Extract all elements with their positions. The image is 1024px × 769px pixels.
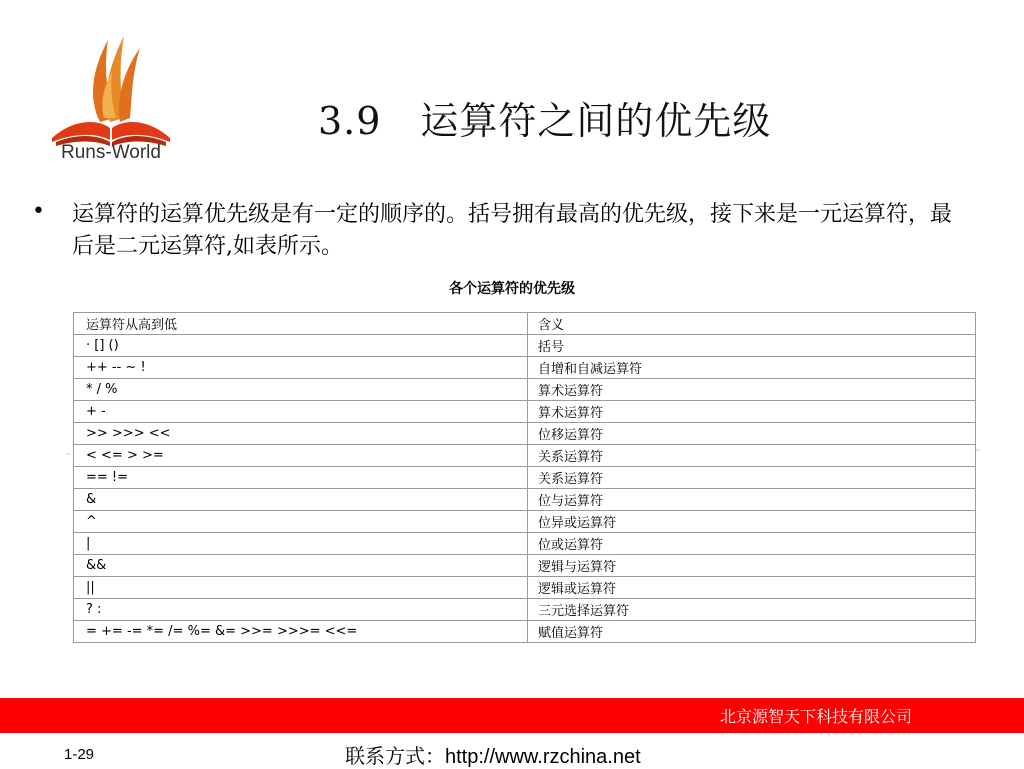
meaning-cell: 关系运算符 [528, 467, 976, 489]
header-operators: 运算符从高到低 [74, 313, 528, 335]
operator-cell: || [74, 577, 528, 599]
bullet-marker: • [32, 199, 45, 224]
logo-text: Runs-World [61, 142, 161, 163]
meaning-cell: 三元选择运算符 [528, 599, 976, 621]
operator-cell: ? : [74, 599, 528, 621]
meaning-cell: 括号 [528, 335, 976, 357]
operator-cell: · [] () [74, 335, 528, 357]
contact-info [345, 740, 641, 769]
table-row [74, 401, 976, 423]
table-row [74, 467, 976, 489]
table-row [74, 599, 976, 621]
meaning-cell: 算术运算符 [528, 401, 976, 423]
table-caption: 各个运算符的优先级 [449, 281, 575, 297]
operator-cell: == != [74, 467, 528, 489]
operator-precedence-table [73, 312, 976, 643]
company-name: 北京源智天下科技有限公司 [719, 707, 912, 726]
meaning-cell: 位异或运算符 [528, 511, 976, 533]
contact-url[interactable]: http://www.rzchina.net [445, 746, 641, 768]
operator-cell: | [74, 533, 528, 555]
operator-cell: < <= > >= [74, 445, 528, 467]
operator-cell: ++ -- ~ ! [74, 357, 528, 379]
table-edge-mark-right: ·· [975, 446, 981, 455]
flame-book-icon [48, 18, 174, 148]
contact-label: 联系方式： [345, 744, 445, 768]
table-row [74, 357, 976, 379]
operator-cell: ^ [74, 511, 528, 533]
slide-title: 3.9 运算符之间的优先级 [318, 99, 772, 143]
table-header-row [74, 313, 976, 335]
meaning-cell: 算术运算符 [528, 379, 976, 401]
table-row [74, 577, 976, 599]
footer-band [0, 698, 1024, 733]
table-edge-mark-left: ·· [66, 450, 72, 459]
meaning-cell: 关系运算符 [528, 445, 976, 467]
operator-cell: >> >>> << [74, 423, 528, 445]
meaning-cell: 自增和自减运算符 [528, 357, 976, 379]
page-number: 1-29 [64, 746, 95, 763]
operator-cell: & [74, 489, 528, 511]
table-row [74, 533, 976, 555]
table-row [74, 423, 976, 445]
meaning-cell: 位或运算符 [528, 533, 976, 555]
intro-paragraph: 运算符的运算优先级是有一定的顺序的。括号拥有最高的优先级，接下来是一元运算符，最后是二元运算符,如表所示。 [72, 202, 953, 259]
operator-cell: + - [74, 401, 528, 423]
meaning-cell: 赋值运算符 [528, 621, 976, 643]
header-meaning: 含义 [528, 313, 976, 335]
meaning-cell: 位与运算符 [528, 489, 976, 511]
table-row [74, 335, 976, 357]
table-row [74, 445, 976, 467]
operator-cell: * / % [74, 379, 528, 401]
meaning-cell: 逻辑与运算符 [528, 555, 976, 577]
table-row [74, 489, 976, 511]
table-row [74, 555, 976, 577]
operator-cell: = += -= *= /= %= &= >>= >>>= <<= [74, 621, 528, 643]
meaning-cell: 位移运算符 [528, 423, 976, 445]
table-row [74, 621, 976, 643]
table-row [74, 511, 976, 533]
meaning-cell: 逻辑或运算符 [528, 577, 976, 599]
table-row [74, 379, 976, 401]
operator-cell: && [74, 555, 528, 577]
